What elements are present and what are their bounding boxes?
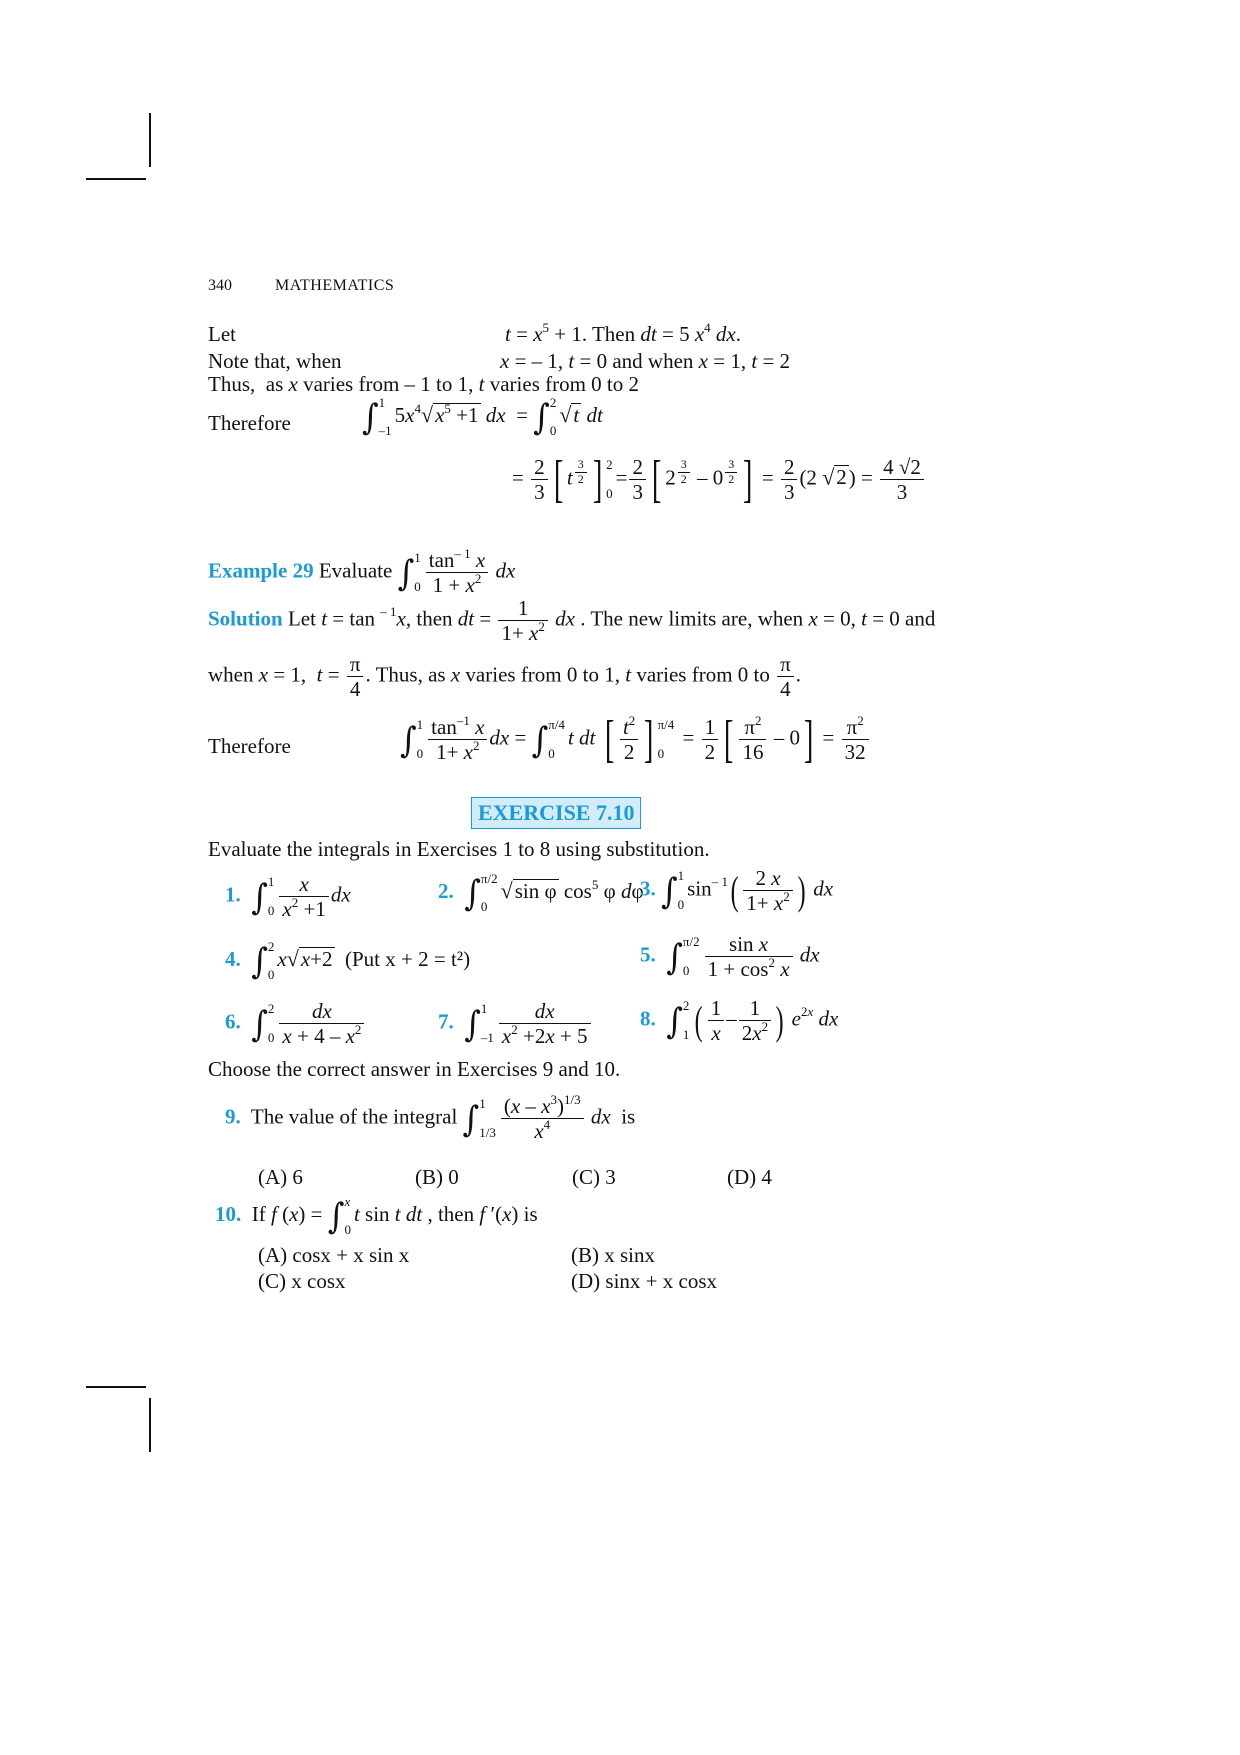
exercise-number: 6. bbox=[225, 1009, 241, 1034]
equation-therefore-1: ∫ 1 –1 $5x^4√x^5 +1$ dx = ∫ 2 0 √t dt bbox=[362, 395, 603, 439]
equation-evaluation-1: = $\frac{2}{3}$ [ t $^{\frac{3}{2}}$ ] 2 0 = $\frac{2}{3}$ [ 2 $^{\frac{3}{2}}$ – 0 $^{\frac{3}{2}}$ ] = $\frac{2}{3}$ (2 √2) = $\frac{4 √2}{3}$ bbox=[512, 450, 926, 509]
note-expression: x = – 1, t = 0 and when x = 1, t = 2 bbox=[500, 349, 791, 373]
let-label: Let bbox=[208, 322, 236, 346]
crop-mark-bottom-vertical bbox=[149, 1398, 151, 1452]
crop-mark-top-horizontal bbox=[86, 178, 146, 180]
page-number: 340 bbox=[208, 277, 232, 294]
running-header: MATHEMATICS bbox=[275, 277, 395, 294]
exercise-number: 7. bbox=[438, 1009, 454, 1034]
exercise-9-option-a[interactable]: (A) 6 bbox=[258, 1165, 303, 1189]
solution-label: Solution bbox=[208, 606, 283, 631]
exercise-9-is: is bbox=[621, 1104, 636, 1129]
exercise-10-option-a[interactable]: (A) cosx + x sin x bbox=[258, 1243, 410, 1267]
therefore-label-2: Therefore bbox=[208, 734, 291, 758]
crop-mark-top-vertical bbox=[149, 113, 151, 167]
let-expression: $t = x^5 + 1$. Then dt = 5 $x^4$ dx. bbox=[505, 320, 741, 346]
example-heading: Example 29 Evaluate ∫ 1 0 $\frac{\tan^{- 1} x}{1 + x^2}$ dx bbox=[208, 546, 516, 598]
exercise-number: 8. bbox=[640, 1006, 656, 1031]
exercise-item-5: 5. ∫ π/2 0 $\frac{\text{sin x}}{1 + \cos^2 x}$ dx bbox=[640, 932, 820, 982]
exercise-item-3: 3. ∫ 1 0 $\sin^{- 1}$( $\frac{2 x}{1+ x^2}$ ) dx bbox=[640, 866, 834, 916]
thus-line: Thus, as x varies from – 1 to 1, t varies from 0 to 2 bbox=[208, 372, 640, 396]
crop-mark-bottom-horizontal bbox=[86, 1386, 146, 1388]
exercise-number: 3. bbox=[640, 876, 656, 901]
example-evaluate: Evaluate bbox=[318, 558, 393, 583]
exercise-item-7: 7. ∫ 1 –1 $\frac{dx}{x^2 +2x + 5}$ bbox=[438, 999, 593, 1048]
exercise-item-1: 1. ∫ 1 0 $\frac{x}{x^2 +1}$ dx bbox=[225, 872, 351, 922]
solution-line: Solution Let t = tan $^{- 1}$x, then dt = $\frac{1}{1+ x^2}$ dx . The new limits are, when x = 0, t = 0 and bbox=[208, 596, 936, 646]
exercise-item-8: 8. ∫ 2 1 ( $\frac{1}{x}$ – $\frac{1}{2x^2}$ ) $e^{2x}$ dx bbox=[640, 996, 839, 1046]
exercise-instruction-1: Evaluate the integrals in Exercises 1 to 8 using substitution. bbox=[208, 837, 710, 861]
exercise-item-2: 2. ∫ π/2 0 √sin φ $\cos^5 \varphi$ dφ bbox=[438, 871, 644, 915]
note-label: Note that, when bbox=[208, 349, 342, 373]
equation-therefore-2: ∫ 1 0 $\frac{\tan^{-1} x}{1+ x^2}$ dx = ∫ π/4 0 t dt [ $\frac{t^2}{2}$ ] π/4 0 = $\frac{1}{2}$ [ $\frac{\pi^2}{16}$ – 0] = $\frac{\pi^2}{32}$ bbox=[400, 710, 871, 769]
exercise-number: 1. bbox=[225, 882, 241, 907]
exercise-10-option-c[interactable]: (C) x cosx bbox=[258, 1269, 346, 1293]
exercise-9-option-d[interactable]: (D) 4 bbox=[727, 1165, 772, 1189]
example-label: Example 29 bbox=[208, 558, 314, 583]
exercise-number: 5. bbox=[640, 942, 656, 967]
exercise-item-10: 10. If f (x) = ∫ x 0 t sin t dt , then f ′(x) is bbox=[215, 1194, 538, 1238]
exercise-number: 2. bbox=[438, 879, 454, 904]
exercise-9-text: The value of the integral bbox=[250, 1104, 458, 1129]
exercise-number: 10. bbox=[215, 1202, 242, 1227]
exercise-title: EXERCISE 7.10 bbox=[471, 797, 641, 829]
exercise-10-option-b[interactable]: (B) x sinx bbox=[571, 1243, 655, 1267]
exercise-item-9: 9. The value of the integral ∫ 1 1/3 $\frac{(x - x^3)^{1/3}}{x^4}$ dx is bbox=[225, 1092, 636, 1144]
exercise-9-option-c[interactable]: (C) 3 bbox=[572, 1165, 616, 1189]
exercise-item-4: 4. ∫ 2 0 x√x+2 (Put x + 2 = t²) bbox=[225, 939, 471, 983]
when-line: when x = 1, t = $\frac{\pi}{4}$ . Thus, as x varies from 0 to 1, t varies from 0 to $\frac{\pi}{4}$ . bbox=[208, 652, 801, 702]
exercise-number: 9. bbox=[225, 1104, 241, 1129]
exercise-number: 4. bbox=[225, 947, 241, 972]
therefore-label-1: Therefore bbox=[208, 411, 291, 435]
exercise-item-6: 6. ∫ 2 0 $\frac{dx}{x + 4 - x^2}$ bbox=[225, 999, 366, 1048]
exercise-instruction-2: Choose the correct answer in Exercises 9 and 10. bbox=[208, 1057, 621, 1081]
exercise-10-option-d[interactable]: (D) sinx + x cosx bbox=[571, 1269, 717, 1293]
exercise-4-hint: (Put x + 2 = t²) bbox=[345, 947, 471, 972]
exercise-9-option-b[interactable]: (B) 0 bbox=[415, 1165, 459, 1189]
